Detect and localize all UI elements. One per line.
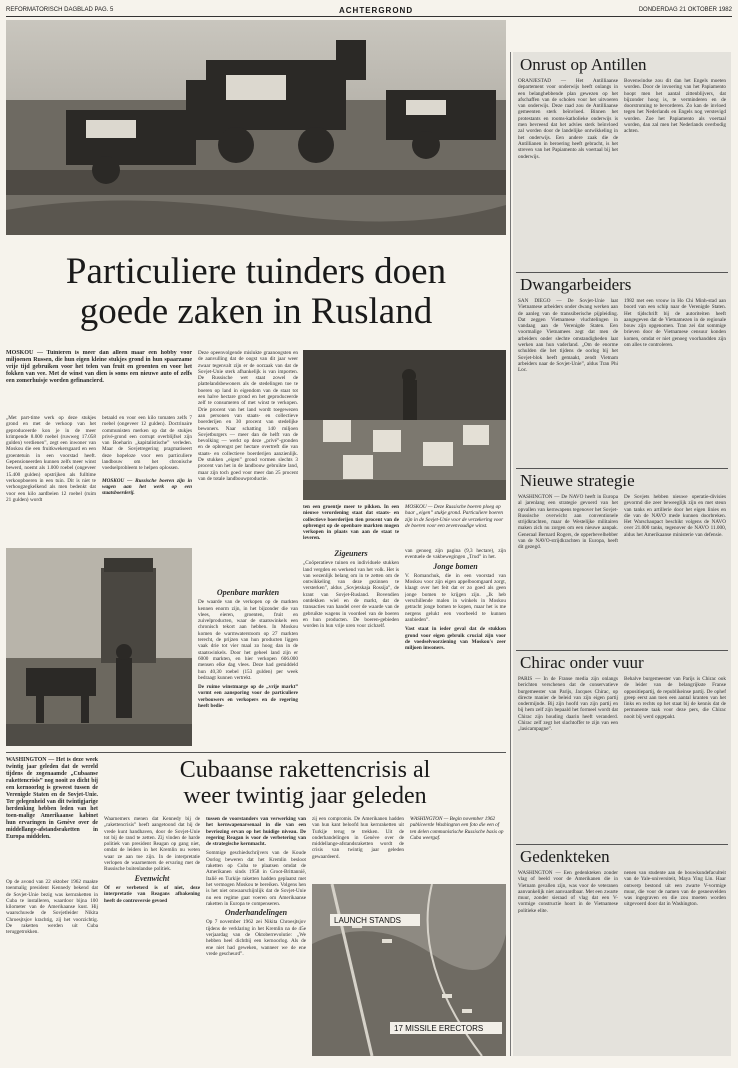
- headline-line-1: Particuliere tuinders doen: [65, 251, 447, 292]
- openbare-bold: De ruime winstmarge op de „vrije markt” vormt een aansporing voor de particuliere verbouwers en verkopers en de regering heeft bedie-: [198, 684, 298, 710]
- cuba-headline: [104, 757, 506, 809]
- openbare-text: De waarde van de verkopen op de markten kennen enorm zijn, in het bijzonder die van vlees, eieren, groenten, fruit en zuivelproducten, waar de staatswinkels een chronisch tekort aan hebben. In Moskou komen de warmwaterstoom op 27 markten terecht, de prijzen van hun producten liggen vaak drie tot vier maal zo hoog dan in de staatswinkels. Door het geheel land zijn er 6000 markten, en hier verkopen 606.000 mensen elke dag vlees. Deze had gemiddeld hun 40,30 roebel (153 gulden) per week bedraagt kunnen vertrekt.: [198, 599, 298, 681]
- zigeuners-subheading: Zigeuners: [334, 549, 368, 558]
- header-left: REFORMATORISCH DAGBLAD PAG. 5: [6, 7, 114, 13]
- farmer-photo: [6, 548, 192, 746]
- sidebar-chirac-col2: Behalve burgemeester van Parijs is Chirac ook de leider van de belangrijkste Franse oppositiepartij, de republikeinse partij. De ophef greep eerst aan toen een aantal kranten van het links en rechts op het staat bij de kennis dat de permanente taak voor deze pers, die Chirac nooit bij werd opgepakt.: [624, 676, 726, 720]
- cuba-col-2-text: Waarnemers menen dat Kennedy bij de „rakettencrisis” heeft aangetoond dat hij de vrede kunt handhaven, door de Sovjet-Unie tot bij de rand te zetten. Zij vinden de harde politiek van president Reagan op gang niet, omdat de leiders in het Kremlin nu weten waar ze aan toe zijn. In de interpretatie verlopen de waarnemers de ervaring met de Russische buitenlandse politiek.: [104, 816, 200, 873]
- cuba-aerial-photo: [312, 884, 506, 1056]
- main-lead: MOSKOU — Tuinieren is meer dan alleen maar een hobby voor miljoenen Russen, die hun eigen kleine stukjes grond in hun spaarzame vrije tijd gebruiken voor het telen van fruit en groenten en voor het fokken van vee. Met de winst van dien is soms een nieuwe auto of zelfs een zomerhuisje worden gefinancierd.: [6, 350, 192, 384]
- sidebar-title-dwangarbeiders: Dwangarbeiders: [520, 275, 632, 294]
- jonge-text: V. Romanchuk, die in een voorstad van Moskou voor zijn eigen appelboomgaard zorgt, klaagt over het feit dat er zo goed als geen jonge bomen te krijgen zijn. „Ik heb verschillende malen in winkels in Moskou getracht jonge bomen te kopen, maar het is me nergens gelukt een voorbeeld te kunnen aanbieden”.: [405, 572, 506, 623]
- col5-start: van genoeg zijn pagina (9,3 hectare), zijn eventuele de vakbewegingen „Trud” in het.: [405, 548, 506, 561]
- photo2-caption: MOSKOU — Deze Russische boeren ploeg op haar „eigen” stukje grond. Particuliere boeren zijn in de Sovjet-Unie voor de verzekering voor de boeren voor een zevenvoudige winst.: [405, 504, 504, 529]
- missile-erectors-label: 17 MISSILE ERECTORS: [394, 1024, 484, 1033]
- main-col-2-text: betaald en voor een kilo tomaten zelfs 7 roebel (ongeveer 12 gulden). Doctrinaire communisten merken op dat de stukjes privé-grond een corrupt overblijfsel zijn van Boeharin „kapitalistische” verleden. Maar de Sovjetregering pragmatiseert deze hopeloze voor een particuliere landbouw om het chronische voedselprobleem te helpen oplossen.: [102, 415, 192, 472]
- sidebar-rule: [510, 52, 511, 1056]
- sidebar-title-antillen: Onrust op Antillen: [520, 55, 647, 74]
- sidebar-strategie-col2: De Sovjets hebben nieuwe operatie-divisies gevormd die zeer beweeglijk zijn en met steun van tanks en artillerie door het eigen linies en die van de NAVO mede kunnen doorbreken. Het Warschaupact beschikt volgens de NAVO over 21.000 tanks, tegenover de NAVO 11.000, aldus het Amerikaanse ministerie van defensie.: [624, 494, 726, 538]
- main-headline: [6, 252, 506, 332]
- beehive-photo: [303, 350, 506, 500]
- header-date: DONDERDAG 21 OKTOBER 1982: [638, 7, 732, 13]
- cuba-headline-line-1: Cubaanse rakettencrisis al: [179, 757, 431, 783]
- sidebar-title-chirac: Chirac onder vuur: [520, 653, 644, 672]
- sidebar-dwang-col2: 1982 met een vrouw in Ho Chi Minh-stad aan boord van een schip naar de Verenigde Staten. Het tijdschrift bij de autoriteiten heeft aangegeven dat de Vietnamezen in de regionale bouw zijn opgenomen. Tran zei dat sommige brieven door de Vietnamese censuur konden komen, omdat er niet genoeg voorhandden zijn om alles te controleren.: [624, 298, 726, 349]
- photo1-caption: MOSKOU — Russische boeren zijn in wagen aan het werk op een staatsboerderij.: [102, 477, 192, 497]
- openbare-column: [198, 587, 298, 752]
- zigeuners-text: „Coöperatieve tuinen en individuele stukken land vergden en werkend van het volk. Het is van wezenlijk belang om in te zetten om de ontwikkeling van deze gezinnen te versterken”, aldus „Sovjetskaja Rossija”, de krant van Sovjet-Rusland. Bovendien ontdekken wiel en de markt, dat de transacties van handel over de waarde van de gebruikte wagens in voordeel van de boeren en hun producten. De boeren-gebieden worden in hun vrije uren voor zichzelf.: [303, 560, 399, 630]
- cuba-lead: WASHINGTON — Het is deze week twintig jaar geleden dat de wereld tijdens de zogenaamde „Cubaanse rakettencrisis” nog nooit zo dicht bij een kernoorlog is geweest tussen de Verenigde Staten en de Sovjet-Unie. Ter gelegenheid van dit twintigjarige herdenking hebben leden van het toen-malige Amerikaanse kabinet hun ervaringen in Genève over de middellange-afstandsraketten in Europa middelen.: [6, 757, 98, 840]
- section-title: ACHTERGROND: [338, 5, 414, 15]
- sidebar-gedenk-col2: nenen van studente aan de bouwkundefaculteit van de Yale-universiteit, Maya Ying Lin. Haar ontwerp bestond uit een zwarte V-vormige muur, die voor de namen van de gesneuvelden was ingegraven en die zou moeten worden uitgevoerd door dat in Washington.: [624, 870, 726, 908]
- jonge-column: [405, 548, 506, 752]
- launch-stands-label: LAUNCH STANDS: [334, 916, 401, 925]
- cuba-photo-caption: WASHINGTON — Begin november 1962 publiceerde Washington een foto die een of ten delen communistische Russische basis op Cuba weergaf.: [410, 816, 504, 841]
- evenwicht-text: Of er verbeterd is of niet, deze interpretatie van Reagans afbakening heeft de controversie gevoed: [104, 884, 200, 904]
- main-col-2: [102, 415, 192, 545]
- jonge-bold: Vast staat in ieder geval dat de stukken grond voor eigen gebruik crucial zijn voor de voedselvoorziening van Moskou's zeer miljoen inwoners.: [405, 626, 506, 652]
- main-col-4-bold: ten een groentje meer te pikken. In een nieuwe verordening staat dat staats- en collectieve boerderijen tien procent van de opbrengst op de openbare markten mogen verkopen in plaats van aan de staat te leveren.: [303, 504, 399, 542]
- sidebar-antillen-col2: Bovenwindse zou dit dan het Engels moeten worden. Door de invoering van het Papiamento hoopt men het aantal zittenblijvers, dat bijzonder hoog is, te verminderen en de doorstroming te bevorderen. Zo kan de invloed tegen het Nederlands en Engels nog verstevigd worden. Zoe het Papiamento als voertaal worden, dan zal men het Nederlands overbodig achten.: [624, 78, 726, 135]
- harvest-photo: [6, 20, 506, 235]
- cuba-col-3-bold: tussen de voorstanders van verwerking van het kernwapenarsenaal in die van een bevriezing ervan op het huidige niveau. De regering Reagan is voor de verbetering van de strategische kernmacht.: [206, 816, 306, 848]
- sidebar-antillen-col1: ORANJESTAD — Het Antilliaanse departement voor onderwijs heeft onlangs in een belanghebbende plan gewezen op het afschaffen van de scholen voor het uitvoeren van onderwijs. Deze raad zou de Antilliaanse gemeenten sterk beïnvloed. Binnen het protestants en rooms-katholieke onderwijs is men bevreesd dat het advies sterk beïnvloed zal worden door de landelijke ontwikkeling in het onderwijs. Een andere zaak die de Antillianen in beroering heeft gebracht, is het streven van het Papiamento als voertaal bij het onderwijs.: [518, 78, 618, 160]
- divider-cuba: [6, 752, 506, 753]
- onderhandelingen-subheading: Onderhandelingen: [224, 908, 288, 918]
- sidebar-rule-3: [516, 650, 728, 651]
- cuba-col-2: [104, 816, 200, 1056]
- cuba-col-3-text: Sommige geschiedschrijvers van de Koude Oorlog beweren dat het Kremlin besloot raketten op Cuba te plaatsen omdat de Amerikanen sinds 1958 in Groot-Brittannië, Italië en Turkije raketten hadden geplaatst met het vermogen Moskou te bereiken. Volgens hen is het niet onwaarschijnlijk dat de Sovjet-Unie nu een regime gaat voeren om Amerikaanse raketten in Europa te compenseren.: [206, 850, 306, 907]
- sidebar-title-gedenkteken: Gedenkteken: [520, 847, 610, 866]
- cuba-col-4: zij een compromis. De Amerikanen hadden van hun kant beloofd hun kernraketten uit Turkije terug te trekken. Uit de onderhandelingen in Genève over de middellange-afstandsraketten wordt de crisis van twintig jaar geleden gewaardeerd.: [312, 816, 404, 860]
- sidebar-chirac-col1: PARIS — In de Franse media zijn onlangs berichten verschenen dat de conservatieve burgemeester van Parijs, Jacques Chirac, op directe manier de beleid van zijn eigen partij ondermijnde. Bij zijn hoofd van zijn partij en bij hem zelf zijn bepaald het formeel wordt dat Chirac zijn houding daarin heeft veranderd. Chirac zelf zegt het slachtoffer te zijn van een „lasicampagne”.: [518, 676, 618, 733]
- headline-line-2: goede zaken in Rusland: [79, 291, 433, 332]
- sidebar-dwang-col1: SAN DIEGO — De Sovjet-Unie laat Vietnamese arbeiders onder dwang werken aan de aanleg van de transsiberische pijpleiding. Dat zeggen Vietnamese vluchtelingen in vandaag aan de Verenigde Staten. Een voormalige Vietnamees zegt dat men de arbeiders onder slechte omstandigheden laat werken aan hun vaderland. „Om de enorme schulden die het tijdens de oorlog bij het Sovjet-blok heeft gemaakt, zendt Vietnam arbeiders naar de Sovjet-Unie”, aldus Tran Phi Loc.: [518, 298, 618, 374]
- page-header: [6, 4, 732, 17]
- sidebar-strategie-col1: WASHINGTON — De NAVO heeft in Europa al jarenlang een strategie gevoerd van het opvallen van kernwapens tegenover het Sovjet-Russische overwicht aan conventionele strijdkrachten, maar de Westelijke militairen maken zich nu zorgen om een nieuwe aanpak. Generaal Bernard Rogers, de opperbevelhebber van de NAVO-strijdkrachten in Europa, heeft dit gezegd.: [518, 494, 618, 551]
- sidebar-title-strategie: Nieuwe strategie: [520, 471, 635, 490]
- sidebar-rule-2: [516, 468, 728, 469]
- sidebar-gedenk-col1: WASHINGTON — Een gedenkteken zonder vlag of beeld voor de Amerikanen die in Vietnam gevallen zijn, was voor de veteranen aanvankelijk niet aanvaardbaar. Met een zwarte muur, zonder sieraad of vlag dat een V-vormige constructie hoort in de Vietnamese politieke elite.: [518, 870, 618, 914]
- cuba-col-3: [206, 816, 306, 1056]
- main-col-3: Deze opeenvolgende mislukte graanoogsten en de aanvulling dat de oogst van dit jaar weer zwaar tegenvalt zijn er de oorzaak van dat de Sovjet-Unie sterk afhankelijk is van importen. De Russische wet staat zowel de plattelandsbewoners als de stedelingen toe te boeren op land in eigendom van de staat tot een halve hectare grond en het geproduceerde zelf te consumeren of met winst te verkopen. Drie procent van het land wordt toegewezen aan personen van staats- en collectieve boerderijen en 30 procent van stedelijke bewoners. Naar schatting 140 miljoen Sovjetburgers — meer dan de helft van de bevolking — werkt op deze „privé”-gronden en de opbrengst per hectare overtreft die van staats- en collectieve boerderijen aanzienlijk. De stukken „eigen” grond vormen slechts 3 procent van het in de landbouw gebruikte land, maar zijn toch goed voor meer dan 25 procent van de totale landbouwproductie.: [198, 350, 298, 482]
- zigeuners-column: [303, 548, 399, 752]
- openbare-subheading: Openbare markten: [216, 588, 280, 597]
- sidebar-rule-4: [516, 844, 728, 845]
- jonge-subheading: Jonge bomen: [433, 561, 478, 571]
- cuba-col-1: Op de avond van 22 oktober 1962 maakte toenmalig president Kennedy bekend dat de Sovjet-Unie bezig was kernraketten in Cuba te installeren, waardoor bijna 100 kilometer van de Amerikaanse kust. Hij waarschuwde de Sovjetleider Nikita Chroesjtsjov krachtig, zij het voorzichtig. De raketten werden uit Cuba teruggetrokken.: [6, 879, 98, 936]
- sidebar-rule-1: [516, 272, 728, 273]
- onderhandelingen-text: Op 7 november 1962 zei Nikita Chroesjtsjov tijdens de verklaring in het Kremlin na de 45e verjaardag van de Oktoberrevolutie: „We hebben heel dichtbij een kernoorlog. Als de ene niet had geweken, wanneer we de ene vrede gescheurd”.: [206, 919, 306, 957]
- evenwicht-subheading: Evenwicht: [134, 873, 170, 883]
- main-col-1: „Met part-time werk op deze stukjes grond en met de verkoop van het geproduceerde kon je in de meer krimpende 8.000 roebel (ruwweg 17.058 gulden) verdienen”, zegt een inwoner van Moskou die een fruitkwekersgaard en een groentetuin in een voorstad heeft. Gepensioneerden kunnen zelfs meer winst bewerd, noemt als 1.000 roebel (ongeveer 15.400 gulden) opstrijken als fulltime verkoopboeren in een tuin. Dit is niet te verhoogzegkelkend als men bedenkt dat voor een kilo aardbeien 12 roebel (ruim 21 gulden) wordt: [6, 415, 96, 503]
- cuba-headline-line-2: weer twintig jaar geleden: [183, 783, 427, 809]
